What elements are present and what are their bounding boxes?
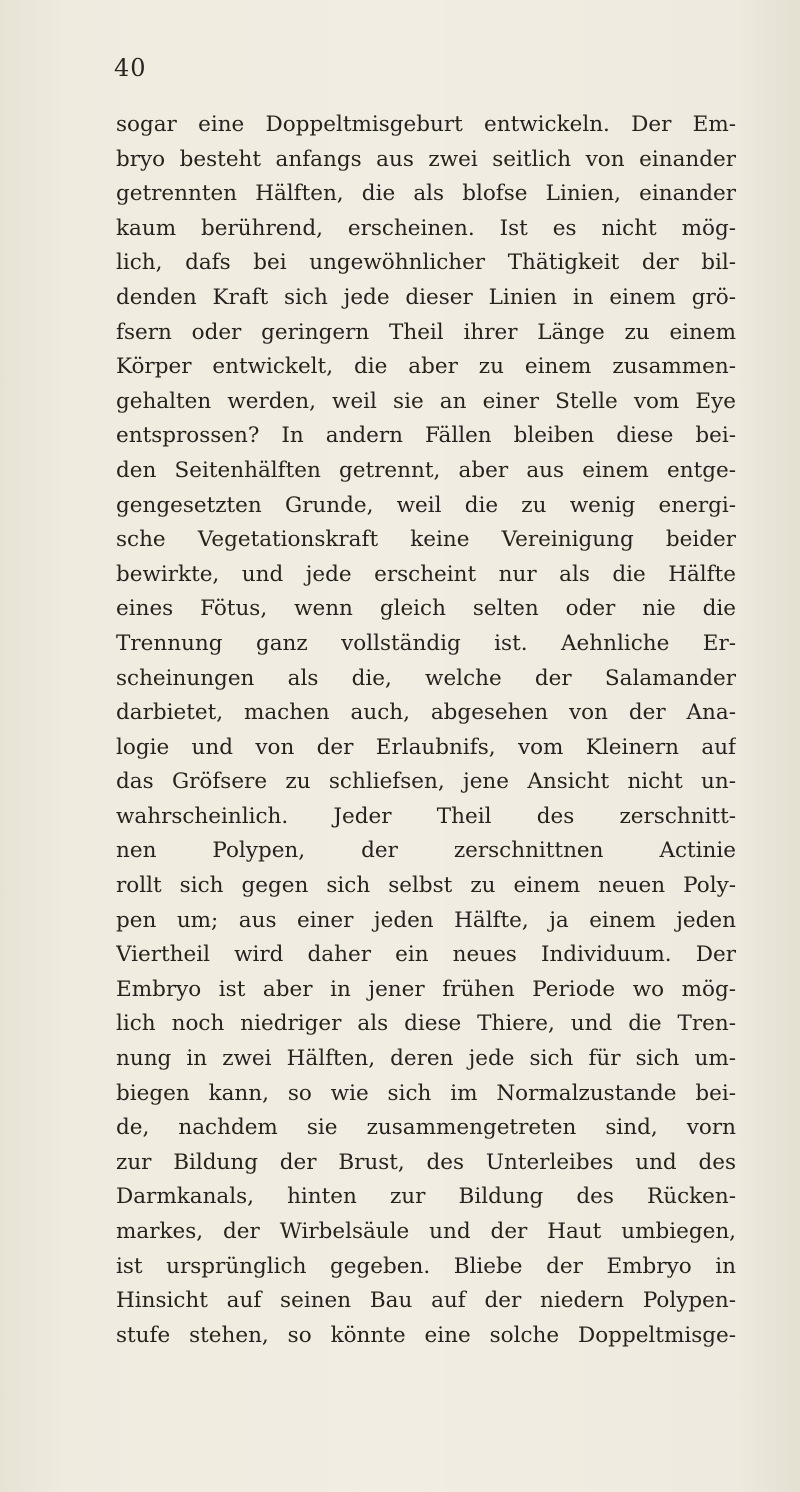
text-line: bewirkte, und jede erscheint nur als die Hälfte — [116, 561, 736, 587]
text-line: de, nachdem sie zusammengetreten sind, vorn — [116, 1115, 736, 1141]
text-line: gengesetzten Grunde, weil die zu wenig energi- — [116, 492, 736, 518]
text-line: wahrscheinlich. Jeder Theil des zerschnitt- — [116, 803, 736, 829]
text-line: getrennten Hälften, die als blofse Linien, einander — [116, 181, 736, 207]
text-line: das Gröfsere zu schliefsen, jene Ansicht nicht un- — [116, 769, 736, 795]
text-line: den Seitenhälften getrennt, aber aus einem entge- — [116, 457, 736, 483]
text-line: pen um; aus einer jeden Hälfte, ja einem jeden — [116, 907, 736, 933]
text-line: Körper entwickelt, die aber zu einem zusammen- — [116, 354, 736, 380]
text-line: entsprossen? In andern Fällen bleiben diese bei- — [116, 423, 736, 449]
text-line: bryo besteht anfangs aus zwei seitlich von einander — [116, 146, 736, 172]
text-line: lich, dafs bei ungewöhnlicher Thätigkeit der bil- — [116, 250, 736, 276]
text-line: Embryo ist aber in jener frühen Periode wo mög- — [116, 976, 736, 1002]
text-line: rollt sich gegen sich selbst zu einem neuen Poly- — [116, 873, 736, 899]
text-line: sogar eine Doppeltmisgeburt entwickeln. Der Em- — [116, 112, 736, 137]
text-line: eines Fötus, wenn gleich selten oder nie die — [116, 596, 736, 622]
text-line: darbietet, machen auch, abgesehen von der Ana- — [116, 700, 736, 726]
body-text — [116, 108, 736, 1353]
page-number: 40 — [114, 54, 147, 82]
text-line: nung in zwei Hälften, deren jede sich für sich um- — [116, 1046, 736, 1072]
text-line: lich noch niedriger als diese Thiere, und die Tren- — [116, 1011, 736, 1037]
text-line: zur Bildung der Brust, des Unterleibes und des — [116, 1149, 736, 1175]
text-line: scheinungen als die, welche der Salamander — [116, 665, 736, 691]
text-line: fsern oder geringern Theil ihrer Länge zu einem — [116, 319, 736, 345]
text-line: ist ursprünglich gegeben. Bliebe der Embryo in — [116, 1253, 736, 1279]
text-line: Trennung ganz vollständig ist. Aehnliche Er- — [116, 630, 736, 656]
text-line: kaum berührend, erscheinen. Ist es nicht mög- — [116, 215, 736, 241]
text-line: Viertheil wird daher ein neues Individuum. Der — [116, 942, 736, 968]
text-line: stufe stehen, so könnte eine solche Doppeltmisge- — [116, 1322, 736, 1348]
text-line: sche Vegetationskraft keine Vereinigung beider — [116, 527, 736, 553]
text-line: biegen kann, so wie sich im Normalzustande bei- — [116, 1080, 736, 1106]
text-line: logie und von der Erlaubnifs, vom Kleinern auf — [116, 734, 736, 760]
text-line: nen Polypen, der zerschnittnen Actinie — [116, 838, 736, 864]
text-line: denden Kraft sich jede dieser Linien in einem grö- — [116, 284, 736, 310]
text-line: Darmkanals, hinten zur Bildung des Rücken- — [116, 1184, 736, 1210]
text-line: markes, der Wirbelsäule und der Haut umbiegen, — [116, 1219, 736, 1244]
text-line: gehalten werden, weil sie an einer Stelle vom Eye — [116, 388, 736, 414]
text-line: Hinsicht auf seinen Bau auf der niedern Polypen- — [116, 1288, 736, 1314]
